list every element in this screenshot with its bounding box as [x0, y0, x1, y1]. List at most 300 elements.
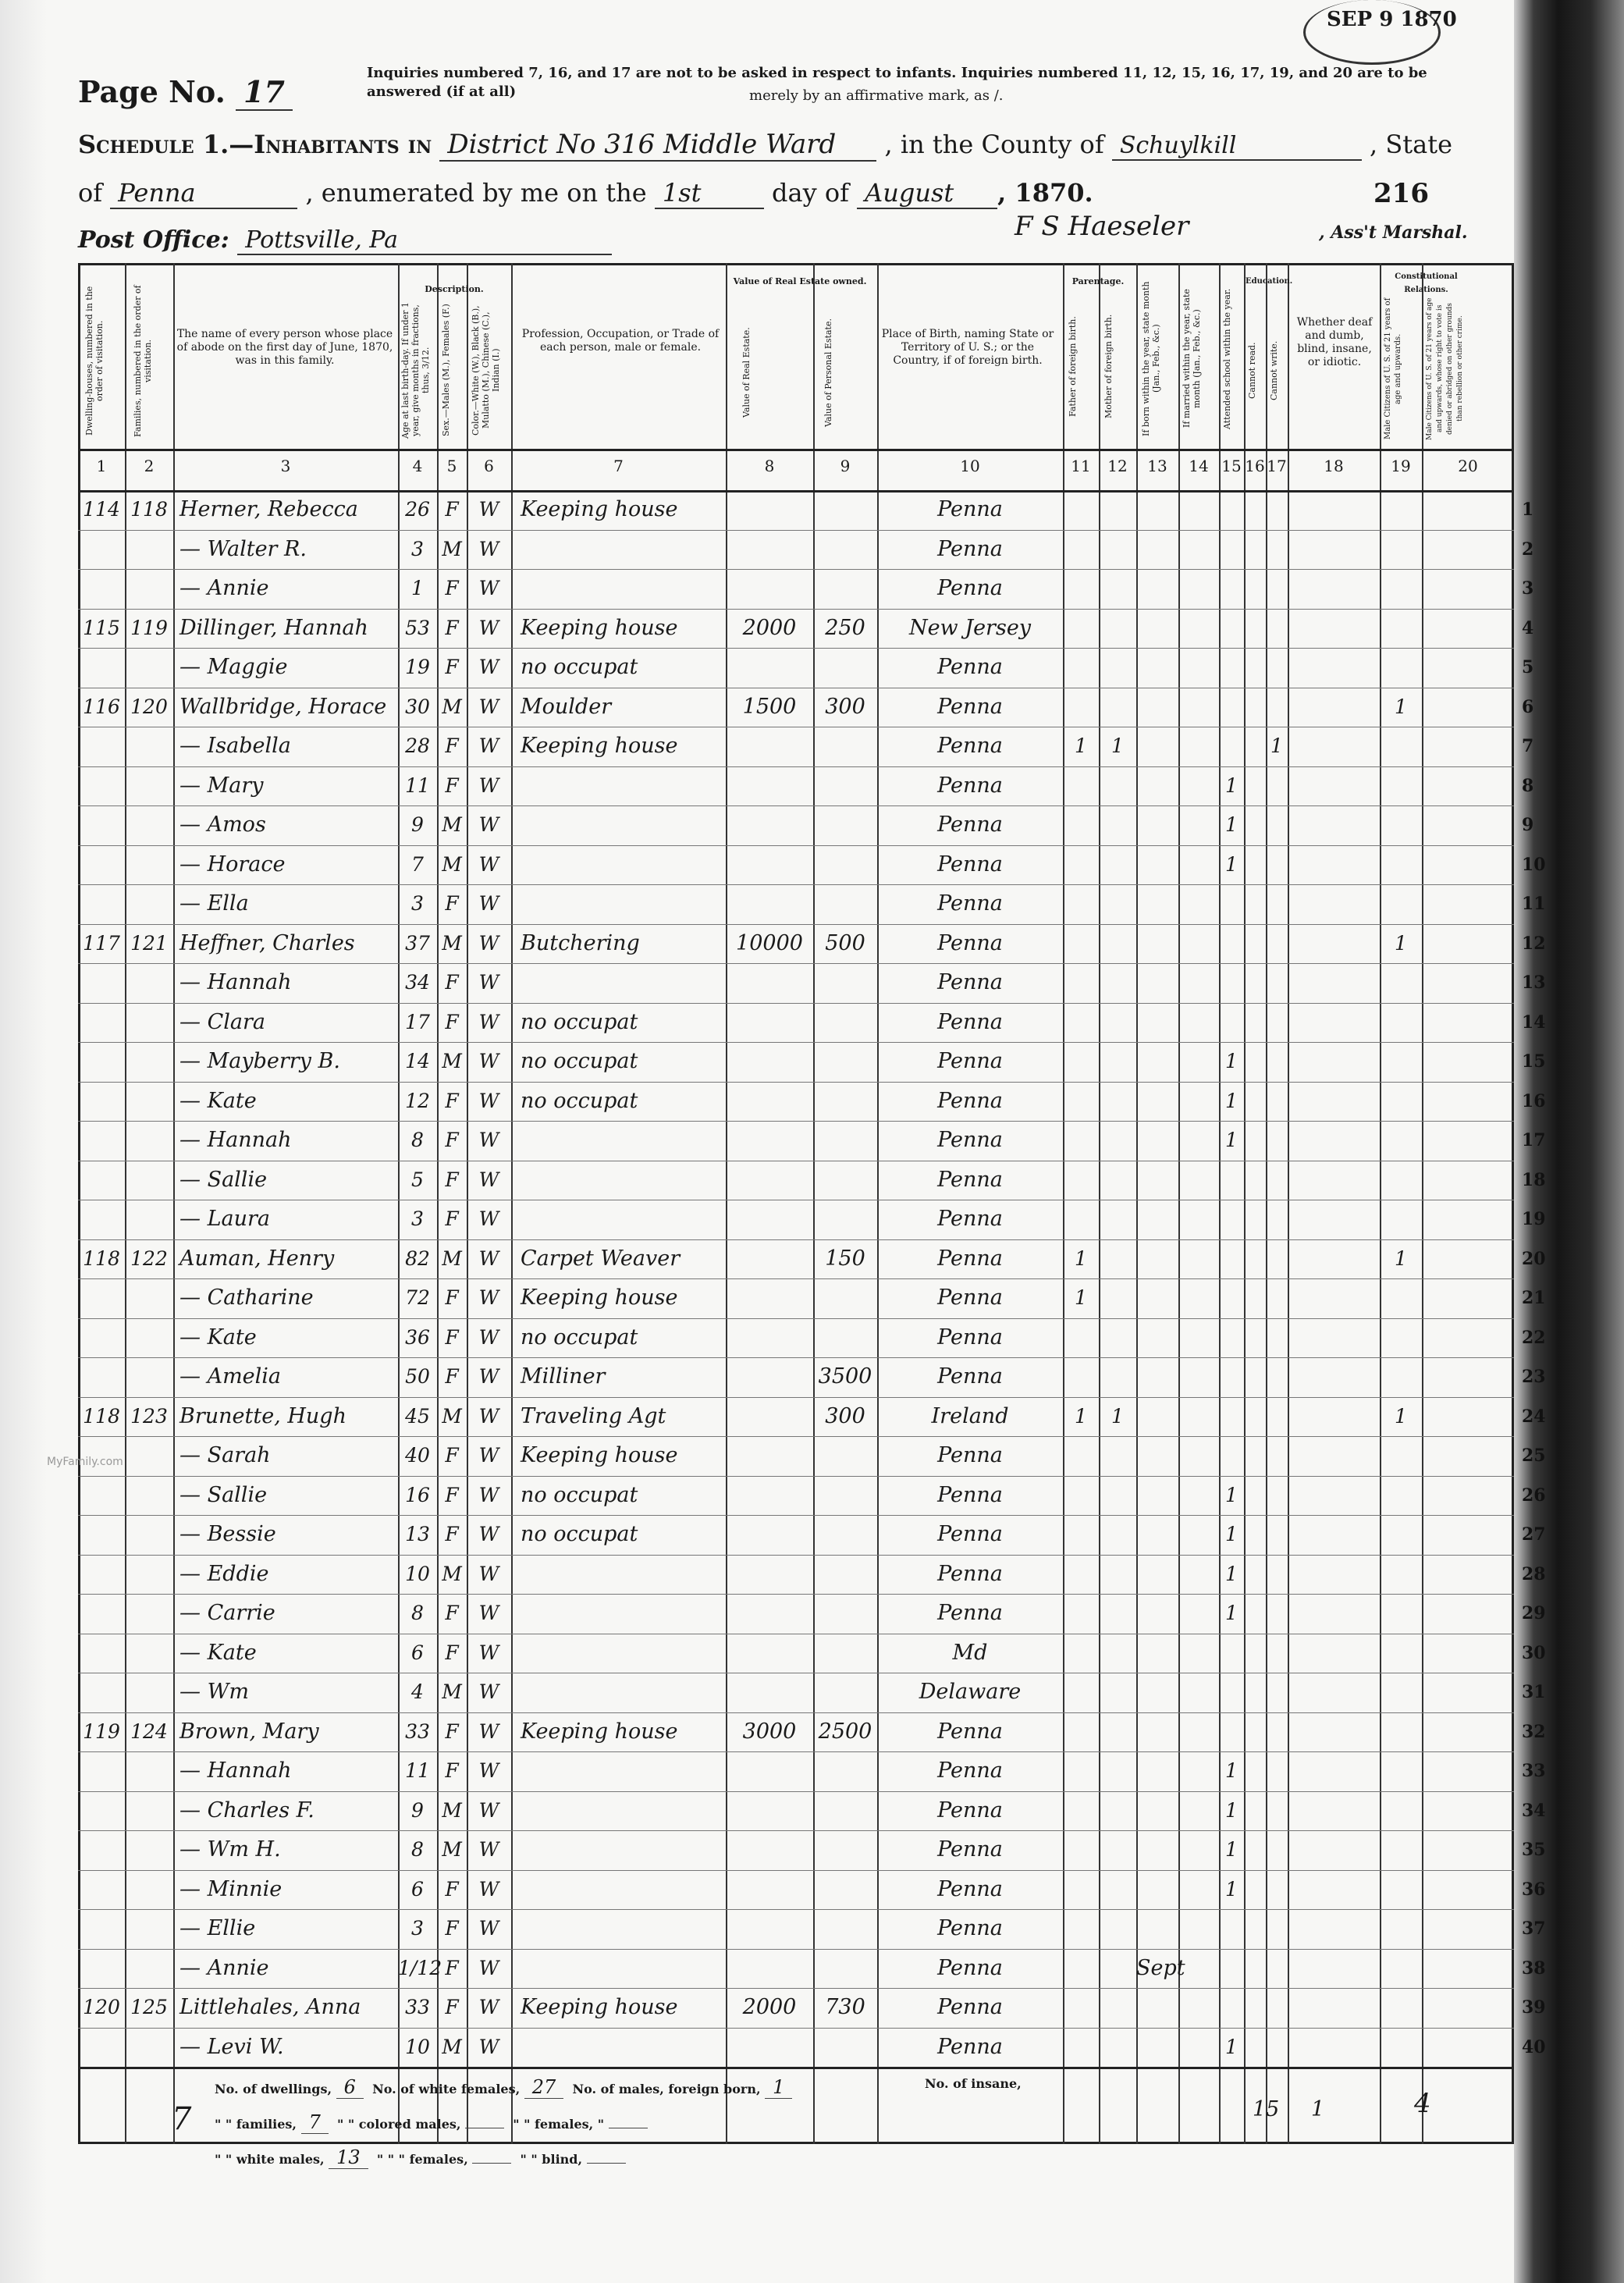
females-foreign-label: " " females, " — [513, 2117, 605, 2132]
sex: M — [442, 1798, 462, 1822]
person-name: — Charles F. — [179, 1798, 314, 1822]
row-divider — [78, 1949, 1514, 1950]
col-header-sex: Sex.—Males (M.), Females (F.) — [441, 304, 451, 437]
family-number: 119 — [130, 616, 168, 639]
birthplace: New Jersey — [908, 615, 1032, 640]
totals-row-1 — [215, 2076, 792, 2098]
person-name: — Levi W. — [179, 2034, 284, 2059]
birthplace: Penna — [937, 1286, 1003, 1310]
column-divider — [1099, 263, 1100, 2144]
col-header-cannot-read: Cannot read. — [1247, 342, 1257, 400]
age: 3 — [411, 537, 424, 560]
birthplace: Penna — [937, 576, 1003, 600]
color: W — [478, 577, 499, 599]
color: W — [478, 1089, 499, 1112]
color: W — [478, 1246, 499, 1270]
birthplace: Penna — [937, 655, 1003, 679]
citizens-total: 4 — [1414, 2088, 1431, 2119]
birthplace: Penna — [937, 1995, 1003, 2019]
page-no-value: 17 — [236, 74, 293, 111]
color: W — [478, 1838, 499, 1861]
color: W — [478, 1050, 499, 1072]
personal-estate-value: 300 — [825, 1403, 865, 1428]
row-divider — [78, 805, 1514, 806]
birthplace: Penna — [937, 1246, 1003, 1271]
column-number: 14 — [1189, 457, 1209, 475]
row-divider — [78, 1397, 1514, 1398]
person-name: — Catharine — [179, 1286, 314, 1310]
age: 36 — [405, 1325, 430, 1349]
person-name: Brown, Mary — [179, 1719, 319, 1744]
sex: F — [445, 892, 459, 915]
color: W — [478, 773, 499, 797]
line-number: 13 — [1522, 973, 1546, 993]
age: 6 — [411, 1877, 424, 1901]
dwelling-number: 120 — [83, 1996, 120, 2018]
row-divider — [78, 1003, 1514, 1004]
person-name: — Isabella — [179, 734, 291, 758]
person-name: — Sallie — [179, 1167, 268, 1192]
age: 9 — [411, 813, 424, 836]
col-header-male-citizens: Male Citizens of U. S. of 21 years of age and upwards. — [1384, 297, 1402, 440]
birth-month: Sept — [1136, 1955, 1185, 1980]
enumeration-line — [78, 178, 1093, 209]
color: W — [478, 1798, 499, 1822]
personal-estate-value: 500 — [825, 930, 865, 955]
line-number: 1 — [1522, 500, 1534, 520]
birthplace: Penna — [937, 694, 1003, 719]
birthplace: Penna — [937, 1522, 1003, 1546]
real-estate-value: 10000 — [736, 930, 803, 955]
line-number: 10 — [1522, 854, 1546, 875]
age: 16 — [405, 1483, 430, 1506]
age: 72 — [405, 1286, 430, 1309]
occupation: Keeping house — [521, 1286, 678, 1310]
column-divider — [1266, 263, 1267, 2144]
col-header-deaf-blind: Whether deaf and dumb, blind, insane, or idiotic. — [1296, 316, 1373, 368]
inquiries-note-2: merely by an affirmative mark, as /. — [749, 87, 1004, 104]
color: W — [478, 656, 499, 678]
school-mark: 1 — [1225, 813, 1238, 836]
person-name: — Wm H. — [179, 1837, 281, 1862]
sex: M — [442, 813, 462, 836]
school-mark: 1 — [1225, 852, 1238, 876]
col-header-born-in-year: If born within the year, state month (Jan., Feb., &c.) — [1141, 281, 1161, 436]
color: W — [478, 1286, 499, 1309]
colored-males-label: " " colored males, — [336, 2117, 461, 2132]
line-number: 15 — [1522, 1051, 1546, 1072]
person-name: Littlehales, Anna — [179, 1995, 361, 2019]
school-mark: 1 — [1225, 1759, 1238, 1782]
column-number: 6 — [484, 457, 494, 475]
color: W — [478, 971, 499, 994]
row-divider — [78, 963, 1514, 964]
school-mark: 1 — [1225, 1523, 1238, 1545]
column-number: 12 — [1107, 457, 1128, 475]
occupation: Keeping house — [521, 734, 678, 758]
line-number: 25 — [1522, 1446, 1546, 1466]
line-number: 40 — [1522, 2036, 1546, 2057]
age: 12 — [405, 1089, 430, 1112]
col-header-family: Families, numbered in the order of visitation. — [133, 285, 153, 437]
school-mark: 1 — [1225, 1483, 1238, 1506]
column-number: 17 — [1267, 457, 1287, 475]
occupation: Keeping house — [521, 1719, 678, 1744]
line-number: 33 — [1522, 1761, 1546, 1781]
age: 37 — [405, 931, 430, 955]
page-no-label: Page No. — [78, 74, 226, 109]
col-header-real-estate-group: Value of Real Estate owned. — [733, 276, 867, 286]
real-estate-value: 1500 — [742, 694, 797, 719]
age: 8 — [411, 1838, 424, 1861]
col-header-mother-foreign: Mother of foreign birth. — [1103, 314, 1114, 419]
citizen-mark: 1 — [1395, 1404, 1407, 1428]
person-name: — Annie — [179, 576, 269, 600]
sex: M — [442, 1246, 462, 1270]
color: W — [478, 931, 499, 955]
line-number: 36 — [1522, 1879, 1546, 1900]
day-of-label: day of — [772, 178, 849, 208]
sex: M — [442, 1680, 462, 1703]
marshal-signature: F S Haeseler — [1015, 211, 1189, 242]
person-name: Herner, Rebecca — [179, 497, 358, 521]
age: 17 — [405, 1010, 430, 1033]
header-divider — [78, 449, 1514, 451]
person-name: — Sarah — [179, 1443, 271, 1467]
age: 50 — [405, 1365, 430, 1388]
birthplace: Penna — [937, 1088, 1003, 1113]
row-divider — [78, 1830, 1514, 1831]
person-name: — Eddie — [179, 1561, 269, 1586]
row-divider — [78, 530, 1514, 531]
left-margin-strip — [0, 0, 47, 2283]
birthplace: Penna — [937, 1128, 1003, 1152]
school-mark: 1 — [1225, 1050, 1238, 1072]
sex: F — [445, 1523, 459, 1545]
age: 10 — [405, 1562, 430, 1585]
person-name: — Clara — [179, 1009, 265, 1034]
row-divider — [78, 766, 1514, 767]
father-foreign-mark: 1 — [1075, 734, 1087, 757]
males-foreign-label: No. of males, foreign born, — [572, 2082, 761, 2096]
age: 6 — [411, 1641, 424, 1664]
birthplace: Penna — [937, 891, 1003, 916]
column-number: 16 — [1245, 457, 1265, 475]
school-mark: 1 — [1225, 1562, 1238, 1585]
sex: F — [445, 1483, 459, 1506]
line-number: 22 — [1522, 1327, 1546, 1348]
line-number: 16 — [1522, 1090, 1546, 1111]
post-office-label: Post Office: — [78, 226, 229, 254]
state-label: , State — [1370, 130, 1452, 159]
person-name: Dillinger, Hannah — [179, 615, 368, 640]
males-foreign-count: 1 — [765, 2076, 792, 2099]
birthplace: Penna — [937, 2034, 1003, 2059]
family-number: 125 — [130, 1996, 168, 2018]
birthplace: Penna — [937, 497, 1003, 521]
col-header-parentage: Parentage. — [1071, 276, 1125, 286]
occupation: Traveling Agt — [521, 1403, 666, 1428]
inquiries-note: Inquiries numbered 7, 16, and 17 are not to be asked in respect to infants. Inquiries numbered 11, 12, 15, 16, 17, 19, and 20 are to be answered (if at all) — [367, 65, 1427, 100]
line-number: 17 — [1522, 1130, 1546, 1150]
line-number: 23 — [1522, 1367, 1546, 1387]
line-number: 34 — [1522, 1800, 1546, 1821]
age: 3 — [411, 1917, 424, 1940]
enum-year: , 1870. — [997, 178, 1093, 208]
line-number: 32 — [1522, 1721, 1546, 1742]
row-divider — [78, 1594, 1514, 1595]
sex: F — [445, 734, 459, 757]
age: 34 — [405, 971, 430, 994]
sex: M — [442, 1562, 462, 1585]
color: W — [478, 1404, 499, 1428]
stamp-day: 9 — [1379, 8, 1394, 31]
person-name: — Mary — [179, 773, 264, 798]
birthplace: Penna — [937, 773, 1003, 798]
age: 1 — [411, 577, 424, 599]
color: W — [478, 616, 499, 639]
age: 28 — [405, 734, 430, 757]
row-divider — [78, 1318, 1514, 1319]
left-tally-mark: 7 — [172, 2101, 192, 2137]
column-number: 20 — [1458, 457, 1478, 475]
line-number: 18 — [1522, 1169, 1546, 1190]
citizen-mark: 1 — [1395, 695, 1407, 718]
line-number: 7 — [1522, 736, 1534, 756]
post-office-line — [78, 226, 612, 255]
birthplace: Penna — [937, 1601, 1003, 1625]
occupation: Keeping house — [521, 615, 678, 640]
age: 45 — [405, 1404, 430, 1428]
col-header-occupation: Profession, Occupation, or Trade of each person, male or female. — [521, 328, 720, 354]
sheet-number: 216 — [1373, 178, 1429, 209]
sex: M — [442, 1838, 462, 1861]
birthplace: Penna — [937, 1364, 1003, 1389]
column-divider — [1136, 263, 1138, 2144]
column-divider — [1380, 263, 1381, 2144]
citizen-mark: 1 — [1395, 931, 1407, 955]
col-header-color: Color.—White (W.), Black (B.), Mulatto (M.), Chinese (C.), Indian (I.) — [471, 305, 501, 436]
age: 8 — [411, 1129, 424, 1151]
line-number: 35 — [1522, 1840, 1546, 1860]
date-stamp-text — [1327, 8, 1457, 31]
person-name: — Bessie — [179, 1522, 276, 1546]
marshal-title: , Ass't Marshal. — [1319, 222, 1468, 243]
color: W — [478, 813, 499, 836]
sex: M — [442, 931, 462, 955]
line-number: 28 — [1522, 1563, 1546, 1584]
age: 4 — [411, 1680, 424, 1703]
column-divider — [173, 263, 175, 2144]
family-number: 120 — [130, 695, 168, 718]
row-divider — [78, 1436, 1514, 1437]
line-number: 4 — [1522, 617, 1534, 638]
birthplace: Penna — [937, 1167, 1003, 1192]
birthplace: Penna — [937, 1719, 1003, 1744]
occupation: Carpet Weaver — [521, 1246, 681, 1271]
birthplace: Penna — [937, 1798, 1003, 1822]
row-divider — [78, 2067, 1514, 2069]
age: 26 — [405, 498, 430, 521]
enumerated-label: , enumerated by me on the — [305, 178, 647, 208]
age: 3 — [411, 1207, 424, 1230]
color: W — [478, 1207, 499, 1230]
age: 3 — [411, 892, 424, 915]
age: 9 — [411, 1798, 424, 1822]
line-number: 37 — [1522, 1919, 1546, 1939]
column-number: 18 — [1324, 457, 1344, 475]
school-mark: 1 — [1225, 1089, 1238, 1112]
color: W — [478, 537, 499, 560]
row-divider — [78, 1791, 1514, 1792]
dwelling-number: 118 — [83, 1404, 120, 1428]
row-divider — [78, 569, 1514, 570]
white-males-count: 13 — [329, 2146, 368, 2169]
row-divider — [78, 1555, 1514, 1556]
row-divider — [78, 2028, 1514, 2029]
father-foreign-mark: 1 — [1075, 1286, 1087, 1309]
occupation: Keeping house — [521, 1443, 678, 1467]
color: W — [478, 1996, 499, 2018]
line-number: 19 — [1522, 1209, 1546, 1229]
row-divider — [78, 1870, 1514, 1871]
column-divider — [813, 263, 815, 2144]
families-label: " " families, — [215, 2117, 297, 2132]
line-number: 24 — [1522, 1406, 1546, 1427]
mother-foreign-mark: 1 — [1111, 1404, 1124, 1428]
birthplace: Penna — [937, 1443, 1003, 1467]
col-header-attended-school: Attended school within the year. — [1222, 288, 1232, 429]
families-count: 7 — [301, 2111, 329, 2134]
dwelling-number: 114 — [83, 498, 120, 521]
stamp-month: SEP — [1327, 8, 1373, 31]
row-divider — [78, 1712, 1514, 1713]
color: W — [478, 1483, 499, 1506]
personal-estate-value: 2500 — [818, 1719, 872, 1744]
col-header-vote-denied: Male Citizens of U. S. of 21 years of age and upwards, whose right to vote is denied or abridged on other grounds than rebellion or other crime. — [1426, 297, 1464, 440]
district: District No 316 Middle Ward — [439, 129, 876, 162]
column-number: 13 — [1147, 457, 1167, 475]
birthplace: Ireland — [931, 1403, 1009, 1428]
row-divider — [78, 648, 1514, 649]
of-label: of — [78, 178, 103, 208]
line-number: 2 — [1522, 539, 1534, 560]
row-divider — [78, 924, 1514, 925]
birthplace: Penna — [937, 1049, 1003, 1073]
birthplace: Penna — [937, 930, 1003, 955]
birthplace: Delaware — [919, 1680, 1022, 1704]
birthplace: Penna — [937, 1955, 1003, 1980]
row-divider — [78, 1751, 1514, 1752]
school-mark: 1 — [1225, 1877, 1238, 1901]
sex: F — [445, 616, 459, 639]
father-foreign-mark: 1 — [1075, 1404, 1087, 1428]
line-number: 20 — [1522, 1248, 1546, 1269]
color: W — [478, 2035, 499, 2058]
person-name: Brunette, Hugh — [179, 1403, 346, 1428]
birthplace: Penna — [937, 1009, 1003, 1034]
occupation: no occupat — [521, 1482, 638, 1507]
family-number: 124 — [130, 1719, 168, 1743]
sex: F — [445, 1129, 459, 1151]
person-name: — Mayberry B. — [179, 1049, 340, 1073]
color: W — [478, 1680, 499, 1703]
age: 7 — [411, 852, 424, 876]
birthplace: Penna — [937, 1325, 1003, 1350]
age: 13 — [405, 1523, 430, 1545]
col-header-age: Age at last birth-day. If under 1 year, give months in fractions, thus, 3/12. — [400, 302, 431, 439]
person-name: Heffner, Charles — [179, 930, 355, 955]
color: W — [478, 1010, 499, 1033]
sex: M — [442, 537, 462, 560]
age: 40 — [405, 1444, 430, 1467]
school-mark: 1 — [1225, 1838, 1238, 1861]
column-number: 9 — [840, 457, 851, 475]
column-divider — [125, 263, 126, 2144]
age: 8 — [411, 1602, 424, 1624]
occupation: no occupat — [521, 1009, 638, 1034]
birthplace: Penna — [937, 1916, 1003, 1940]
color: W — [478, 1719, 499, 1743]
color: W — [478, 1325, 499, 1349]
age: 19 — [405, 656, 430, 678]
schedule-line — [78, 129, 1452, 162]
family-number: 123 — [130, 1404, 168, 1428]
person-name: — Amos — [179, 813, 266, 837]
person-name: Wallbridge, Horace — [179, 694, 387, 719]
age: 30 — [405, 695, 430, 718]
cannot-write-mark: 1 — [1270, 734, 1283, 757]
sex: F — [445, 1207, 459, 1230]
totals-row-3 — [215, 2146, 626, 2168]
column-number: 7 — [613, 457, 624, 475]
sex: M — [442, 1050, 462, 1072]
occupation: Butchering — [521, 930, 640, 955]
line-number: 39 — [1522, 1997, 1546, 2018]
blind-count — [587, 2163, 626, 2164]
person-name: — Kate — [179, 1088, 257, 1113]
insane-label: No. of insane, — [925, 2076, 1022, 2091]
color: W — [478, 1562, 499, 1585]
sex: F — [445, 1089, 459, 1112]
col-header-dwelling: Dwelling-houses, numbered in the order of visitation. — [84, 286, 105, 436]
sex: F — [445, 1010, 459, 1033]
person-name: — Ellie — [179, 1916, 256, 1940]
citizen-mark: 1 — [1395, 1246, 1407, 1270]
personal-estate-value: 3500 — [818, 1364, 872, 1389]
personal-estate-value: 730 — [825, 1995, 865, 2019]
personal-estate-value: 300 — [825, 694, 865, 719]
sex: F — [445, 1365, 459, 1388]
person-name: — Hannah — [179, 970, 292, 994]
color: W — [478, 1877, 499, 1901]
col-header-education: Education. — [1246, 277, 1293, 286]
column-divider — [726, 263, 727, 2144]
column-number: 8 — [764, 457, 775, 475]
school-mark: 1 — [1225, 1129, 1238, 1151]
col-header-father-foreign: Father of foreign birth. — [1068, 316, 1078, 417]
row-divider — [78, 1082, 1514, 1083]
color: W — [478, 1523, 499, 1545]
post-office: Pottsville, Pa — [237, 226, 612, 255]
state: Penna — [110, 178, 297, 209]
age: 82 — [405, 1246, 430, 1270]
birthplace: Penna — [937, 1207, 1003, 1231]
row-divider — [78, 1121, 1514, 1122]
sex: M — [442, 2035, 462, 2058]
age: 1/12 — [398, 1956, 442, 1979]
white-males-label: " " white males, — [215, 2152, 325, 2167]
